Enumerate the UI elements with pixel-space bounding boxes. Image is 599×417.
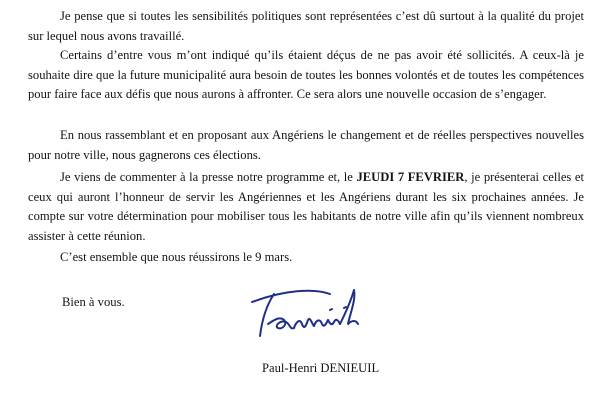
paragraph-meeting-text-before: Je viens de commenter à la presse notre programme et, le: [60, 170, 357, 184]
paragraph-quality-text: Je pense que si toutes les sensibilités politiques sont représentées c’est dû surtout à la qualité du projet sur lequel nous avons travaillé.: [28, 9, 584, 43]
paragraph-elections: [28, 126, 584, 165]
signer-name: Paul-Henri DENIEUIL: [262, 361, 380, 375]
paragraph-solicited: [28, 46, 584, 105]
paragraph-meeting: [28, 168, 584, 246]
handwritten-signature: [244, 280, 384, 342]
paragraph-elections-text: En nous rassemblant et en proposant aux Angériens le changement et de réelles perspectives nouvelles pour notre ville, nous gagnerons ces élections.: [28, 128, 584, 162]
paragraph-quality: [28, 7, 584, 46]
meeting-date: JEUDI 7 FEVRIER: [356, 170, 465, 184]
paragraph-meeting-text-after: , je présenterai celles et ceux qui auront l’honneur de servir les Angériennes et les Angériens durant les six prochaines années. Je compte sur votre détermination pour mobiliser tous les habitants de notre ville afin qu’ils viennent nombreux assister à cette réunion.: [28, 170, 584, 243]
paragraph-together: [28, 248, 584, 268]
closing-salutation: Bien à vous.: [62, 295, 125, 309]
paragraph-solicited-text: Certains d’entre vous m’ont indiqué qu’ils étaient déçus de ne pas avoir été sollicités. A ceux-là je souhaite dire que la future municipalité aura besoin de toutes les bonnes volontés et de toutes les compétences pour faire face aux défis que nous aurons à affronter. Ce sera alors une nouvelle occasion de s’engager.: [28, 48, 584, 101]
paragraph-together-text: C’est ensemble que nous réussirons le 9 mars.: [60, 250, 293, 264]
